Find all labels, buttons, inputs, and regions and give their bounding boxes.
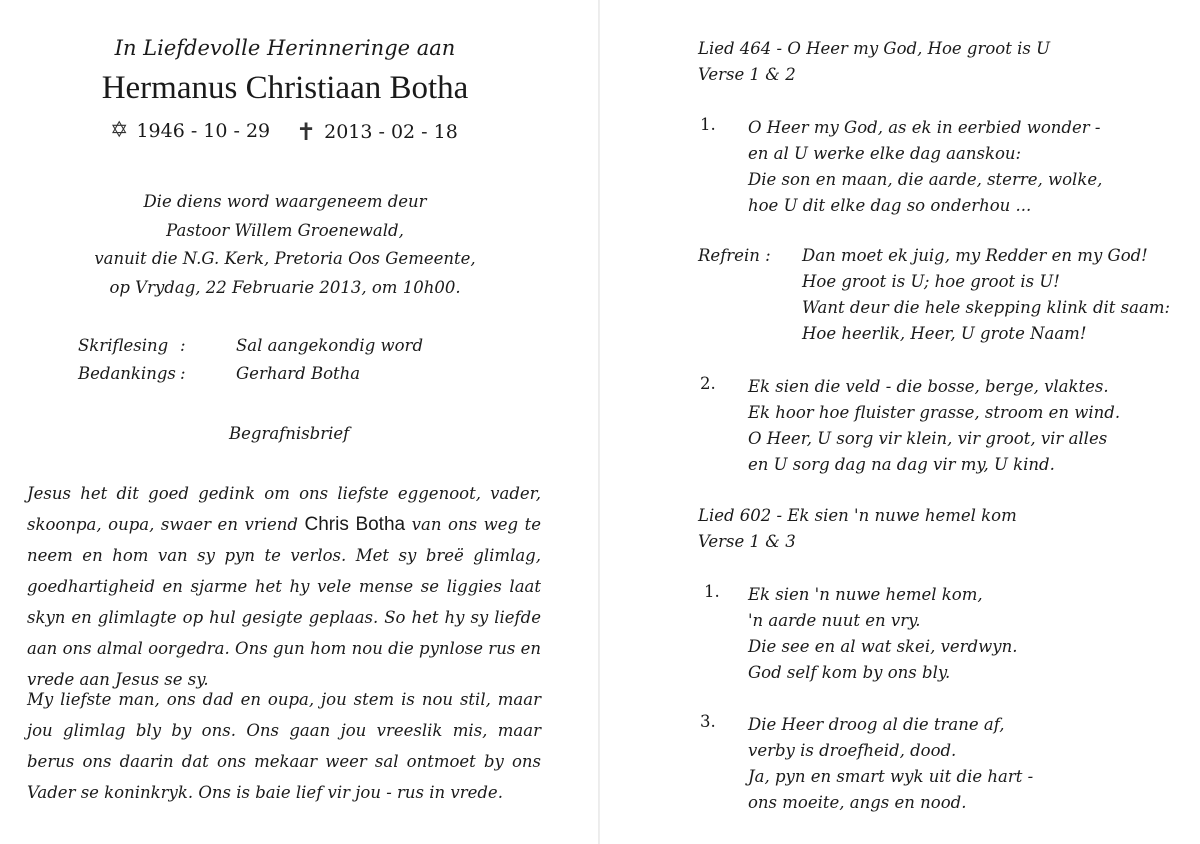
hymn-2-title: Lied 602 - Ek sien 'n nuwe hemel kom <box>698 506 1017 525</box>
hymn-2-verse-3 <box>748 712 1033 816</box>
hymn-1-title: Lied 464 - O Heer my God, Hoe groot is U <box>698 39 1050 58</box>
hymn-2-verses: Verse 1 & 3 <box>698 532 796 551</box>
reading-value: Sal aangekondig word <box>236 336 424 355</box>
verse-line: verby is droefheid, dood. <box>748 741 957 760</box>
verse-number: 1. <box>704 582 720 601</box>
thanks-label: Bedankings <box>78 364 176 383</box>
verse-line: O Heer my God, as ek in eerbied wonder - <box>748 118 1101 137</box>
refrain-label: Refrein : <box>698 246 771 265</box>
hymn-1-verse-1 <box>748 115 1102 219</box>
letter-title: Begrafnisbrief <box>229 424 350 443</box>
deceased-name: Hermanus Christiaan Botha <box>101 70 469 106</box>
nickname: Chris Botha <box>304 514 406 535</box>
verse-number: 1. <box>700 115 716 134</box>
verse-line: Ek sien die veld - die bosse, berge, vlaktes. <box>748 377 1109 396</box>
refrain <box>802 243 1170 347</box>
verse-line: Hoe groot is U; hoe groot is U! <box>802 272 1060 291</box>
hymn-1-verses: Verse 1 & 2 <box>698 65 796 84</box>
service-line: Die diens word waargeneem deur <box>143 192 427 211</box>
birth-date: 1946 - 10 - 29 <box>136 119 271 142</box>
memorial-heading: In Liefdevolle Herinneringe aan <box>114 36 456 60</box>
verse-line: Hoe heerlik, Heer, U grote Naam! <box>802 324 1087 343</box>
birth-date-row <box>110 118 270 143</box>
death-date: 2013 - 02 - 18 <box>324 121 458 143</box>
hymn-1-verse-2 <box>748 374 1120 478</box>
reading-separator: : <box>180 336 186 355</box>
verse-line: ons moeite, angs en nood. <box>748 793 967 812</box>
hymn-2-verse-1 <box>748 582 1017 686</box>
service-line: Pastoor Willem Groenewald, <box>166 220 404 240</box>
verse-number: 2. <box>700 374 716 393</box>
verse-line: Die see en al wat skei, verdwyn. <box>748 637 1018 656</box>
thanks-value: Gerhard Botha <box>236 364 361 383</box>
verse-number: 3. <box>700 712 716 731</box>
cross-icon: ✝ <box>296 118 317 146</box>
verse-line: Ek sien 'n nuwe hemel kom, <box>748 585 983 604</box>
letter-text: van ons weg te neem en hom van sy pyn te verlos. Met sy breë glimlag, goedhartigheid en sjarme het hy vele mense se liggies laat skyn en glimlagte op hul gesigte geplaas. So het hy sy liefde aan ons almal oorgedra. Ons gun hom nou die pynlose rus en vrede aan Jesus se sy. <box>27 515 541 689</box>
thanks-separator: : <box>180 364 186 383</box>
verse-line: O Heer, U sorg vir klein, vir groot, vir alles <box>748 429 1108 448</box>
death-date-row <box>296 118 458 146</box>
letter-text: Jesus het dit goed gedink om ons liefste eggenoot, vader, skoonpa, oupa, swaer en vriend <box>27 484 541 534</box>
verse-line: en U sorg dag na dag vir my, U kind. <box>748 455 1055 474</box>
star-icon: ✡ <box>110 118 129 143</box>
verse-line: God self kom by ons bly. <box>748 663 951 682</box>
service-line: op Vrydag, 22 Februarie 2013, om 10h00. <box>109 277 461 297</box>
verse-line: en al U werke elke dag aanskou: <box>748 144 1022 163</box>
verse-line: Die son en maan, die aarde, sterre, wolke, <box>748 170 1103 189</box>
right-page <box>600 0 1200 844</box>
verse-line: Ja, pyn en smart wyk uit die hart - <box>748 767 1034 786</box>
service-details <box>0 188 570 302</box>
verse-line: hoe U dit elke dag so onderhou ... <box>748 196 1032 215</box>
verse-line: Ek hoor hoe fluister grasse, stroom en wind. <box>748 403 1121 422</box>
reading-label: Skriflesing <box>78 336 169 355</box>
verse-line: 'n aarde nuut en vry. <box>748 611 921 630</box>
service-line: vanuit die N.G. Kerk, Pretoria Oos Gemeente, <box>94 249 476 268</box>
verse-line: Die Heer droog al die trane af, <box>748 715 1005 734</box>
letter-paragraph-2: My liefste man, ons dad en oupa, jou stem is nou stil, maar jou glimlag bly by ons. Ons gaan jou vreeslik mis, maar berus ons daarin dat ons mekaar weer sal ontmoet by ons Vader se koninkryk. Ons is baie lief vir jou - rus in vrede. <box>27 690 541 802</box>
letter-paragraph-1 <box>27 478 541 695</box>
verse-line: Dan moet ek juig, my Redder en my God! <box>802 246 1148 265</box>
verse-line: Want deur die hele skepping klink dit saam: <box>802 298 1171 317</box>
